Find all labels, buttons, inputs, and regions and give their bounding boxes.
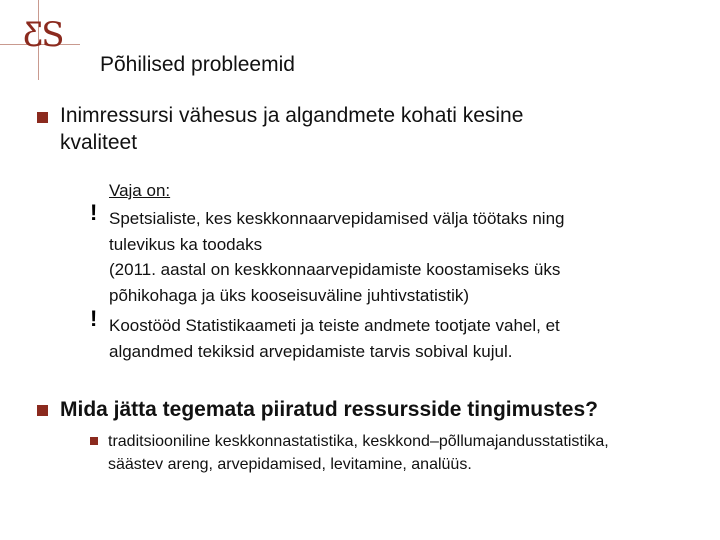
logo-mark: ƸS: [23, 15, 64, 55]
sub-item-1-line: Spetsialiste, kes keskkonnaarvepidamised välja töötaks ning: [109, 209, 565, 228]
sub-item-2: [109, 313, 669, 364]
sub-item-2-line: Koostööd Statistikaameti ja teiste andmete tootjate vahel, et: [109, 316, 560, 335]
small-bullet-square-icon: [90, 437, 98, 445]
bullet2-sub-item: [108, 430, 708, 476]
bullet-square-icon: [37, 112, 48, 123]
slide-title: Põhilised probleemid: [100, 53, 295, 76]
bullet1-text: [60, 102, 523, 156]
sub-item-1: [109, 206, 669, 308]
bullet2-sub-item-line: traditsiooniline keskkonnastatistika, keskkond–põllumajandusstatistika,: [108, 433, 609, 450]
bullet1-line1: Inimressursi vähesus ja algandmete kohati kesine: [60, 104, 524, 127]
bullet-square-icon: [37, 405, 48, 416]
sub-item-1-line: (2011. aastal on keskkonnaarvepidamiste koostamiseks üks: [109, 260, 561, 279]
sub-item-2-line: algandmed tekiksid arvepidamiste tarvis sobival kujul.: [109, 341, 513, 361]
sub-item-1-line: tulevikus ka toodaks: [109, 234, 263, 254]
exclamation-icon: !: [90, 306, 98, 331]
sub-item-1-line: põhikohaga ja üks kooseisuväline juhtivstatistik): [109, 285, 470, 305]
bullet2-sub-item-line: säästev areng, arvepidamised, levitamine, analüüs.: [108, 456, 472, 473]
exclamation-icon: !: [90, 200, 98, 225]
bullet1-line2: kvaliteet: [60, 131, 138, 154]
sub-heading: Vaja on:: [109, 181, 171, 200]
bullet2-text: Mida jätta tegemata piiratud ressursside tingimustes?: [60, 398, 598, 421]
logo: [0, 0, 80, 90]
